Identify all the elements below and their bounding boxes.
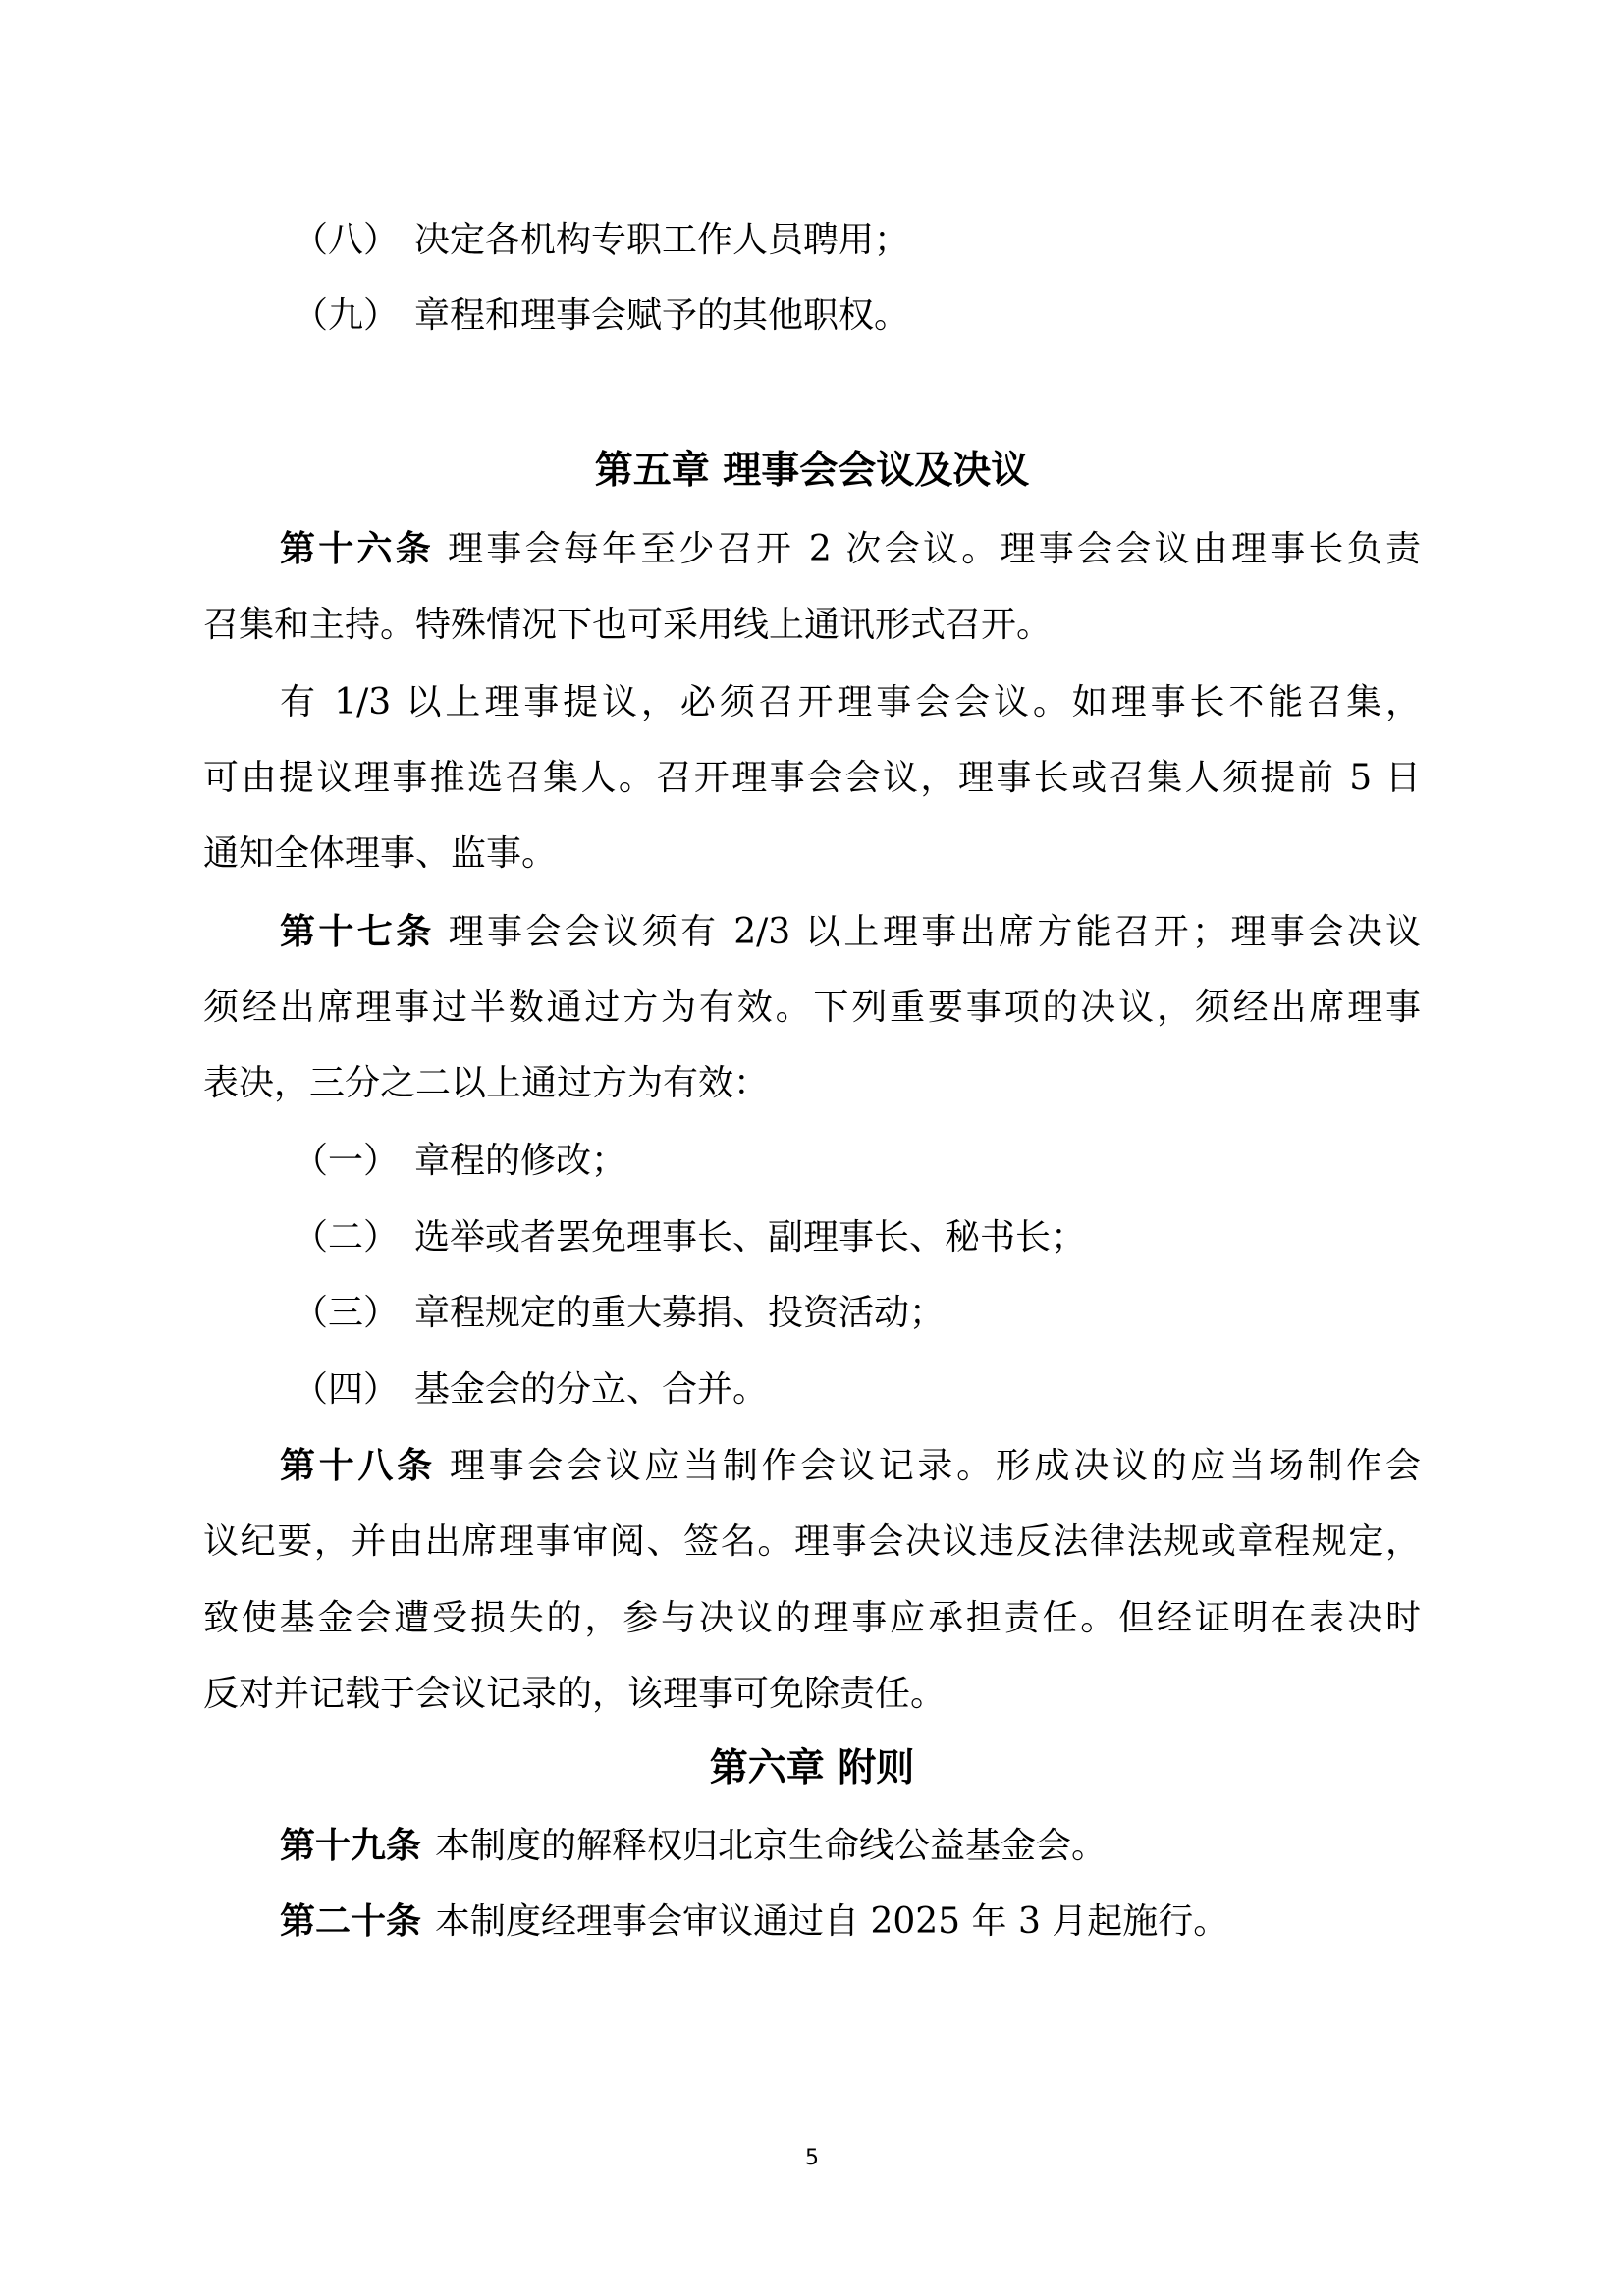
article-19-text: 本制度的解释权归北京生命线公益基金会。 <box>435 1826 1108 1866</box>
list-item-number: （九） <box>293 295 400 336</box>
list-item-number: （八） <box>293 220 400 260</box>
list-item-text: 章程规定的重大募捐、投资活动； <box>414 1293 946 1333</box>
article-17-line-3: 表决，三分之二以上通过方为有效： <box>203 1063 770 1103</box>
chapter-6-title: 第六章 附则 <box>709 1746 915 1790</box>
article-17-text: 理事会会议须有 2/3 以上理事出席方能召开；理事会决议 <box>448 912 1421 952</box>
article-19 <box>280 1824 1421 1869</box>
article-17-label: 第十七条 <box>280 912 435 952</box>
list-item-number: （三） <box>293 1293 400 1333</box>
article-20 <box>280 1899 1421 1945</box>
paragraph-2-line-1: 有 1/3 以上理事提议，必须召开理事会会议。如理事长不能召集， <box>280 682 1421 722</box>
chapter-5-title: 第五章 理事会会议及决议 <box>594 449 1030 493</box>
article-16-text: 理事会每年至少召开 2 次会议。理事会会议由理事长负责 <box>448 529 1421 569</box>
paragraph-2-line-2: 可由提议理事推选召集人。召开理事会会议，理事长或召集人须提前 5 日 <box>203 758 1421 798</box>
list-item-number: （一） <box>293 1141 400 1181</box>
article-19-label: 第十九条 <box>280 1826 422 1866</box>
article-18-line-4: 反对并记载于会议记录的，该理事可免除责任。 <box>203 1674 947 1714</box>
article-16-line-2: 召集和主持。特殊情况下也可采用线上通讯形式召开。 <box>203 605 1053 645</box>
list-item-text: 选举或者罢免理事长、副理事长、秘书长； <box>414 1217 1087 1257</box>
page-number: 5 <box>805 2146 819 2170</box>
list-item <box>293 1215 1086 1260</box>
list-item-number: （四） <box>293 1369 400 1410</box>
article-16-label: 第十六条 <box>280 529 434 569</box>
article-18-line-3: 致使基金会遭受损失的，参与决议的理事应承担责任。但经证明在表决时 <box>203 1598 1421 1638</box>
article-18-label: 第十八条 <box>280 1446 436 1486</box>
article-16-line-1 <box>280 527 1421 572</box>
list-item <box>293 1139 626 1184</box>
article-20-text: 本制度经理事会审议通过自 2025 年 3 月起施行。 <box>435 1901 1229 1942</box>
list-item-number: （二） <box>293 1217 400 1257</box>
article-17-line-1 <box>280 910 1421 955</box>
list-item <box>293 294 909 339</box>
list-item <box>293 1291 945 1336</box>
paragraph-2-line-3: 通知全体理事、监事。 <box>203 833 558 874</box>
list-item-text: 章程和理事会赋予的其他职权。 <box>414 295 910 336</box>
article-17-line-2: 须经出席理事过半数通过方为有效。下列重要事项的决议，须经出席理事 <box>203 988 1421 1028</box>
list-item <box>293 218 909 263</box>
article-18-text: 理事会会议应当制作会议记录。形成决议的应当场制作会 <box>449 1446 1421 1486</box>
list-item-text: 章程的修改； <box>414 1141 627 1181</box>
list-item-text: 基金会的分立、合并。 <box>414 1369 769 1410</box>
article-18-line-2: 议纪要，并由出席理事审阅、签名。理事会决议违反法律法规或章程规定， <box>203 1522 1421 1562</box>
list-item <box>293 1367 768 1413</box>
article-20-label: 第二十条 <box>280 1901 422 1942</box>
article-18-line-1 <box>280 1444 1421 1489</box>
list-item-text: 决定各机构专职工作人员聘用； <box>414 220 910 260</box>
